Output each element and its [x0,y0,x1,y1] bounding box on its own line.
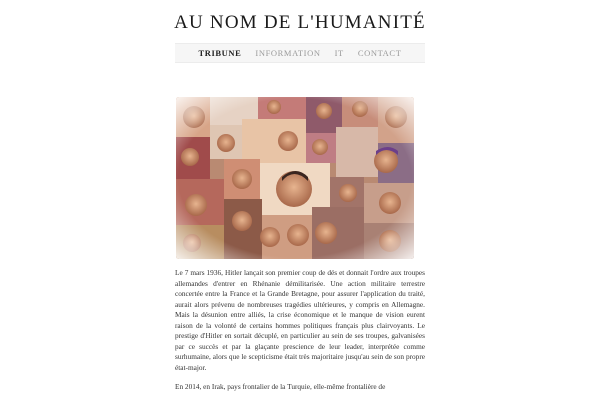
main-nav [175,43,425,63]
nav-item-it[interactable]: IT [334,48,344,58]
article-paragraph-1: Le 7 mars 1936, Hitler lançait son premier coup de dés et donnait l'ordre aux troupes allemandes d'entrer en Rhénanie démilitarisée. Une action militaire terrestre concertée entre la France et la Grande Bretagne, pour assurer l'application du traité, aurait alors prévenu de nombreuses tragédies ultérieures, y compris en Allemagne. Mais la désunion entre alliés, la crise économique et le manque de vision eurent raison de la volonté de certains hommes politiques français plus clairvoyants. Le prestige d'Hitler en sortait décuplé, en particulier au sein de ses troupes, galvanisées par ce succès et par la glaçante prescience de leur leader, interprétée comme surhumaine, alors que le scepticisme était très majoritaire jusqu'au sein de son propre état-major. [175,268,425,372]
article-paragraph-2: En 2014, en Irak, pays frontalier de la Turquie, elle-même frontalière de [175,382,386,391]
hero-collage-image [176,97,414,259]
nav-item-information[interactable]: INFORMATION [255,48,321,58]
nav-item-tribune[interactable]: TRIBUNE [198,48,242,58]
children-collage-icon [176,97,414,259]
article-body [175,268,425,402]
nav-item-contact[interactable]: CONTACT [357,48,402,58]
site-title[interactable]: AU NOM DE L'HUMANITÉ [174,12,426,33]
